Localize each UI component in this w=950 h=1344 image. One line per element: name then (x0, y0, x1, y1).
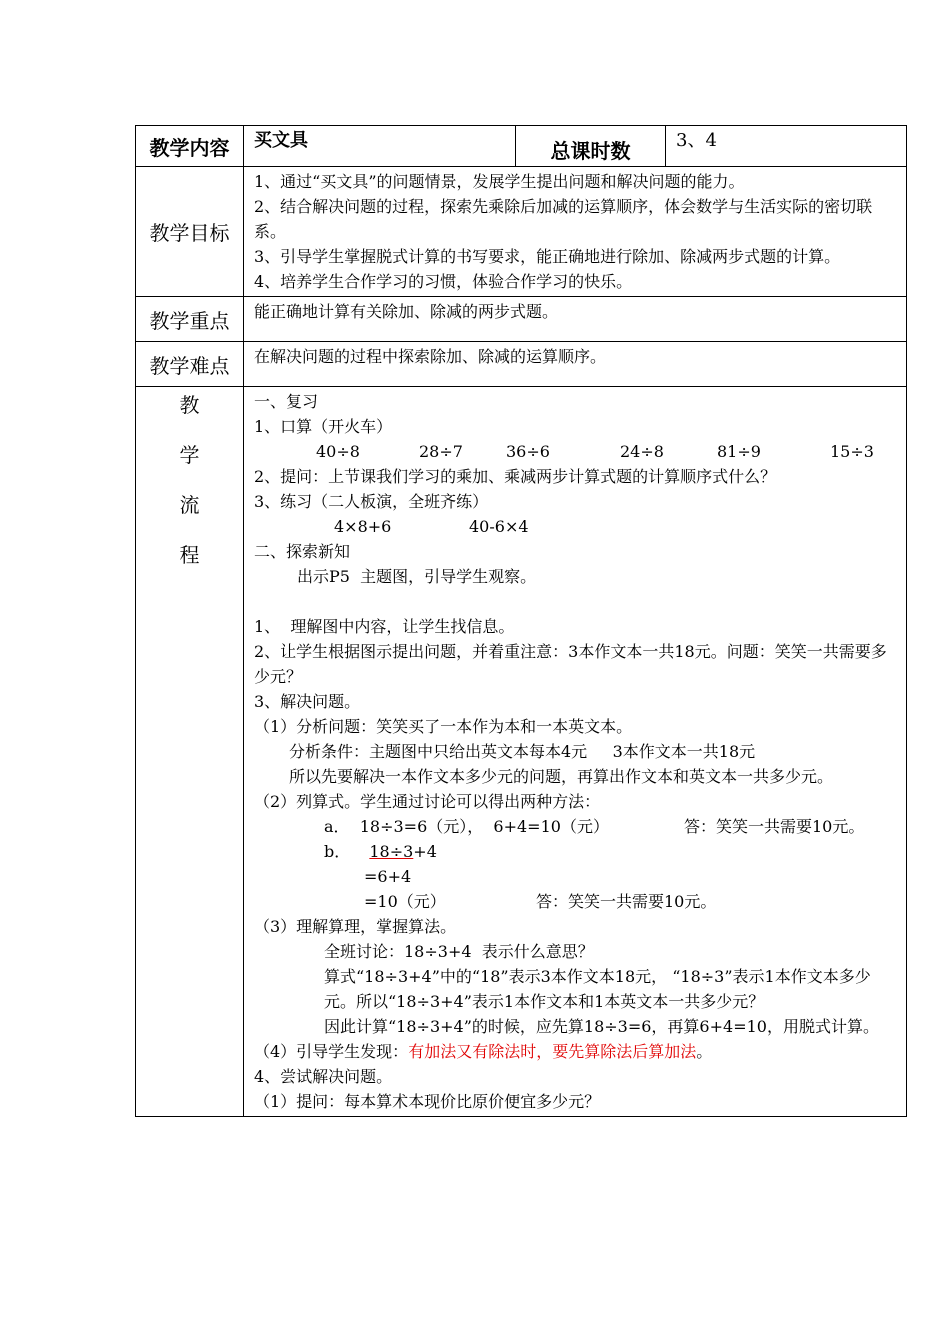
explore-title: 二、探索新知 (254, 542, 351, 561)
ask-question-item: 2、让学生根据图示提出问题，并着重注意：3本作文本一共18元。问题：笑笑一共需要多少元？ (254, 642, 887, 686)
practice-title: 3、练习（二人板演，全班齐练） (254, 492, 489, 511)
practice-items (254, 514, 902, 539)
oral-item: 81÷9 (717, 442, 761, 461)
key-points-label: 教学重点 (136, 297, 244, 342)
therefore: 因此计算“18÷3+4”的时候，应先算18÷3=6，再算6+4=10，用脱式计算。 (324, 1017, 879, 1036)
method-b-line-3 (254, 889, 902, 914)
goal-item-4: 4、培养学生合作学习的习惯，体验合作学习的快乐。 (254, 272, 633, 291)
step-4-suffix: 。 (696, 1042, 713, 1061)
method-a-answer: 答：笑笑一共需要10元。 (684, 817, 865, 836)
method-b-result: =10（元） (364, 892, 446, 911)
method-b-underlined: 18÷3 (369, 842, 414, 861)
goals-label: 教学目标 (136, 167, 244, 297)
content-value: 买文具 (244, 126, 516, 167)
process-label-char: 教 (179, 393, 200, 417)
process-content (244, 387, 907, 1117)
method-b-answer: 答：笑笑一共需要10元。 (536, 892, 717, 911)
hours-value: 3、4 (666, 126, 907, 167)
oral-item: 24÷8 (620, 442, 664, 461)
oral-title: 1、口算（开火车） (254, 417, 393, 436)
lesson-plan-table (135, 125, 907, 1117)
key-points-row (136, 297, 907, 342)
oral-item: 36÷6 (506, 442, 550, 461)
method-b-line (254, 839, 902, 864)
process-label-char: 程 (179, 543, 200, 567)
step-1: （1）分析问题：笑笑买了一本作为本和一本英文本。 (254, 717, 633, 736)
process-label (136, 387, 244, 1117)
conditions: 分析条件：主题图中只给出英文本每本4元 3本作文本一共18元 (289, 742, 756, 761)
practice-item: 40-6×4 (469, 517, 529, 536)
oral-item: 28÷7 (419, 442, 463, 461)
goal-item-1: 1、通过“买文具”的问题情景，发展学生提出问题和解决问题的能力。 (254, 172, 745, 191)
step-2: （2）列算式。学生通过讨论可以得出两种方法： (254, 792, 601, 811)
try-title: 4、尝试解决问题。 (254, 1067, 393, 1086)
try-question-1: （1）提问：每本算术本现价比原价便宜多少元？ (254, 1092, 601, 1111)
show-picture: 出示P5 主题图，引导学生观察。 (297, 567, 537, 586)
difficulties-text: 在解决问题的过程中探索除加、除减的运算顺序。 (244, 342, 907, 387)
hours-label: 总课时数 (516, 126, 666, 167)
method-a-line (254, 814, 902, 839)
understand-item: 1、 理解图中内容，让学生找信息。 (254, 617, 515, 636)
process-row (136, 387, 907, 1117)
header-row (136, 126, 907, 167)
goals-row (136, 167, 907, 297)
method-b-line-2: =6+4 (364, 867, 412, 886)
oral-item: 15÷3 (830, 442, 874, 461)
step-4-prefix: （4）引导学生发现： (254, 1042, 409, 1061)
oral-item: 40÷8 (316, 442, 360, 461)
blank-line (254, 589, 902, 614)
step-4-rule: 有加法又有除法时，要先算除法后算加法 (408, 1042, 697, 1061)
so-first: 所以先要解决一本作文本多少元的问题，再算出作文本和英文本一共多少元。 (289, 767, 834, 786)
oral-items (254, 439, 902, 464)
practice-item: 4×8+6 (334, 517, 392, 536)
solve-title: 3、解决问题。 (254, 692, 361, 711)
step-4 (254, 1039, 902, 1064)
explain: 算式“18÷3+4”中的“18”表示3本作文本18元， “18÷3”表示1本作文本多少元。所以“18÷3+4”表示1本作文本和1本英文本一共多少元？ (324, 967, 871, 1011)
goals-content (244, 167, 907, 297)
content-label: 教学内容 (136, 126, 244, 167)
method-b-label: b． (324, 842, 351, 861)
difficulties-row (136, 342, 907, 387)
discuss: 全班讨论：18÷3+4 表示什么意思？ (324, 942, 594, 961)
step-3: （3）理解算理，掌握算法。 (254, 917, 457, 936)
review-title: 一、复习 (254, 392, 319, 411)
goal-item-2: 2、结合解决问题的过程，探索先乘除后加减的运算顺序，体会数学与生活实际的密切联系。 (254, 197, 873, 241)
key-points-text: 能正确地计算有关除加、除减的两步式题。 (244, 297, 907, 342)
method-a: a． 18÷3=6（元）， 6+4=10（元） (324, 817, 609, 836)
process-label-char: 流 (179, 493, 200, 517)
method-b-rest: +4 (413, 842, 437, 861)
difficulties-label: 教学难点 (136, 342, 244, 387)
goal-item-3: 3、引导学生掌握脱式计算的书写要求，能正确地进行除加、除减两步式题的计算。 (254, 247, 841, 266)
process-label-char: 学 (179, 443, 200, 467)
question-2: 2、提问：上节课我们学习的乘加、乘减两步计算式题的计算顺序式什么？ (254, 467, 777, 486)
